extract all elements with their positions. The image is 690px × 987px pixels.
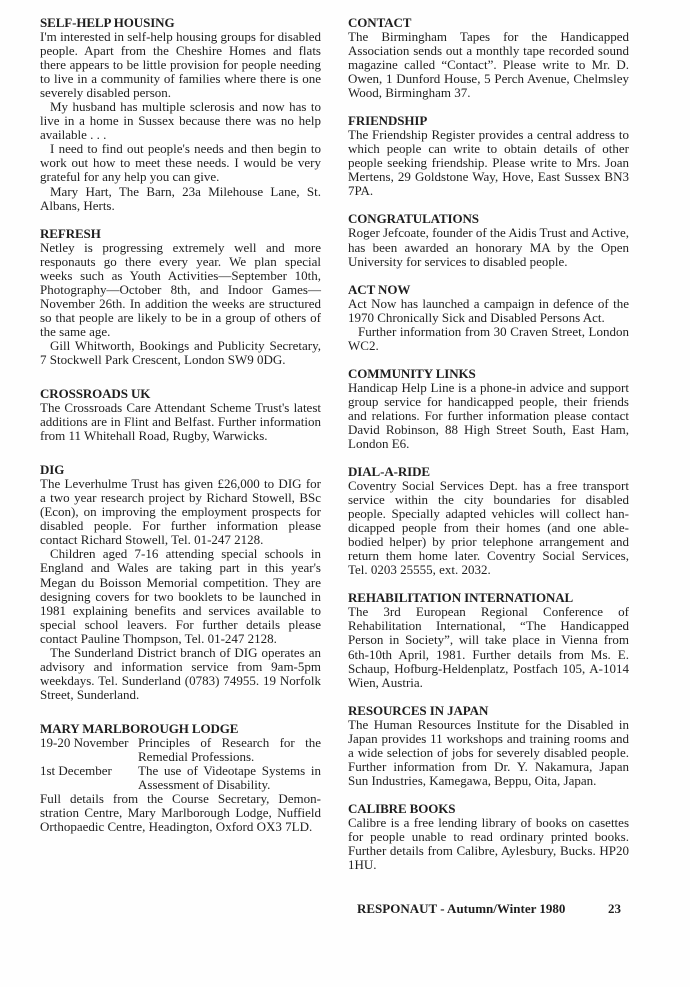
article-paragraph: I need to find out people's needs and then begin to work out how to meet these needs. I would be very grateful for any help you can give. <box>40 141 321 185</box>
article-heading: DIAL-A-RIDE <box>348 464 430 480</box>
page-footer <box>357 901 637 917</box>
article-signature: Gill Whitworth, Bookings and Publicity Secretary, 7 Stockwell Park Crescent, London SW9 0DG. <box>40 337 321 367</box>
article-heading: FRIENDSHIP <box>348 113 428 129</box>
schedule-date: 1st December <box>40 763 112 779</box>
article-self-help-housing <box>40 16 321 213</box>
article-congratulations <box>348 212 629 268</box>
article-heading: MARY MARLBOROUGH LODGE <box>40 720 239 736</box>
article-dig <box>40 463 321 702</box>
article-paragraph: The Leverhulme Trust has given £26,000 to DIG for a two year research project by Richard Stowell, BSc (Econ), on improving the employment prospects for disabled people. For further information please contact Richard Stowell, Tel. 01-247 2128. <box>40 476 321 548</box>
article-heading: RESOURCES IN JAPAN <box>348 702 489 718</box>
article-contact <box>348 16 629 100</box>
article-heading: COMMUNITY LINKS <box>348 365 476 381</box>
article-crossroads-uk <box>40 387 321 443</box>
article-paragraph: Act Now has launched a campaign in defence of the 1970 Chronically Sick and Disabled Persons Act. <box>348 295 629 325</box>
article-paragraph: The Human Resources Institute for the Disabled in Japan provides 11 workshops and training rooms and a wide selection of jobs for severely disabled people. Further information from Dr. Y. Nakamura, Japan Sun Industries, Kamegawa, Beppu, Oita, Japan. <box>348 716 629 788</box>
right-column <box>348 16 629 886</box>
article-heading: CONTACT <box>348 15 412 30</box>
article-refresh <box>40 227 321 367</box>
schedule-date: 19-20 November <box>40 734 129 750</box>
course-schedule <box>40 736 321 792</box>
schedule-description: Principles of Research for the Remedial Professions. <box>138 734 321 764</box>
article-heading: CALIBRE BOOKS <box>348 800 456 816</box>
article-heading: ACT NOW <box>348 281 411 297</box>
article-paragraph: My husband has multiple sclerosis and now has to live in a home in Sussex because there was no help available . . . <box>40 99 321 143</box>
article-paragraph: The Friendship Register provides a central address to which people can write to obtain details of other people seeking friendship. Please write to Mrs. Joan Mertens, 29 Goldstone Way, Hove, East Sussex BN3 7PA. <box>348 127 629 199</box>
page-number: 23 <box>608 901 621 916</box>
publication-title: RESPONAUT - Autumn/Winter 1980 <box>357 901 566 916</box>
article-heading: DIG <box>40 462 65 478</box>
article-paragraph: Full details from the Course Secretary, Demonstration Centre, Mary Marlborough Lodge, Nuffield Orthopaedic Centre, Headington, Oxford OX3 7LD. <box>40 791 321 835</box>
left-column <box>40 16 321 848</box>
article-paragraph: Further information from 30 Craven Street, London WC2. <box>348 323 629 353</box>
article-friendship <box>348 114 629 198</box>
article-heading: CONGRATULATIONS <box>348 211 479 227</box>
article-heading: REFRESH <box>40 225 101 241</box>
article-mary-marlborough-lodge <box>40 722 321 834</box>
schedule-description: The use of Videotape Systems in Assessment of Disability. <box>138 763 321 793</box>
article-paragraph: Children aged 7-16 attending special schools in England and Wales are taking part in this year's Megan du Boisson Memorial competition. They are designing covers for two booklets to be launched in 1981 explaining benefits and services available to special school leavers. For further details please contact Pauline Thompson, Tel. 01-247 2128. <box>40 546 321 646</box>
article-heading: REHABILITATION INTERNATIONAL <box>348 590 574 606</box>
article-paragraph: Coventry Social Services Dept. has a free transport service within the city boundaries for disabled people. Specially adapted vehicles will collect handicapped people from their homes (and one able-bodied helper) by prior telephone arrangement and return them home later. Coventry Social Services, Tel. 0203 25555, ext. 2032. <box>348 478 629 578</box>
article-paragraph: The 3rd European Regional Conference of Rehabilitation International, “The Handicapped Person in Society”, will take place in Vienna from 6th-10th April, 1981. Further details from Ms. E. Schaup, Hofburg-Heldenplatz, Postfach 105, A-1014 Wien, Austria. <box>348 604 629 690</box>
article-calibre-books <box>348 802 629 872</box>
article-paragraph: The Birmingham Tapes for the Handicapped Association sends out a monthly tape recorded sound magazine called “Contact”. Please write to Mr. D. Owen, 1 Dunford House, 5 Perch Avenue, Chelmsley Wood, Birmingham 37. <box>348 29 629 101</box>
article-heading: SELF-HELP HOUSING <box>40 15 175 30</box>
article-resources-in-japan <box>348 704 629 788</box>
article-heading: CROSSROADS UK <box>40 386 151 402</box>
article-rehabilitation-international <box>348 591 629 689</box>
article-paragraph: The Sunderland District branch of DIG operates an advisory and information service from 9am-5pm weekdays. Tel. Sunderland (0783) 74955. 19 Norfolk Street, Sunderland. <box>40 644 321 702</box>
article-community-links <box>348 367 629 451</box>
article-signature: Mary Hart, The Barn, 23a Milehouse Lane, St. Albans, Herts. <box>40 183 321 213</box>
article-paragraph: The Crossroads Care Attendant Scheme Trust's latest additions are in Flint and Belfast. Further information from 11 Whitehall Road, Rugby, Warwicks. <box>40 400 321 444</box>
article-dial-a-ride <box>348 465 629 577</box>
article-act-now <box>348 283 629 353</box>
article-paragraph: Roger Jefcoate, founder of the Aidis Trust and Active, has been awarded an honorary MA by the Open University for services to disabled people. <box>348 225 629 269</box>
article-paragraph: Calibre is a free lending library of books on casettes for people unable to read ordinary printed books. Further details from Calibre, Aylesbury, Bucks. HP20 1HU. <box>348 814 629 873</box>
article-paragraph: I'm interested in self-help housing groups for disabled people. Apart from the Cheshire Homes and flats there appears to be little provision for people needing to live in a community of families where there is one severely disabled person. <box>40 29 321 101</box>
article-paragraph: Netley is progressing extremely well and more responauts go there every year. We plan special weeks such as Youth Activities—September 10th, Photography—October 8th, and Indoor Games—November 26th. In addition the weeks are structured so that people are likely to be in a group of others of the same age. <box>40 239 321 339</box>
article-paragraph: Handicap Help Line is a phone-in advice and support group service for handicapped people, their friends and relations. For further information please contact David Robinson, 88 High Street South, East Ham, London E6. <box>348 379 629 451</box>
